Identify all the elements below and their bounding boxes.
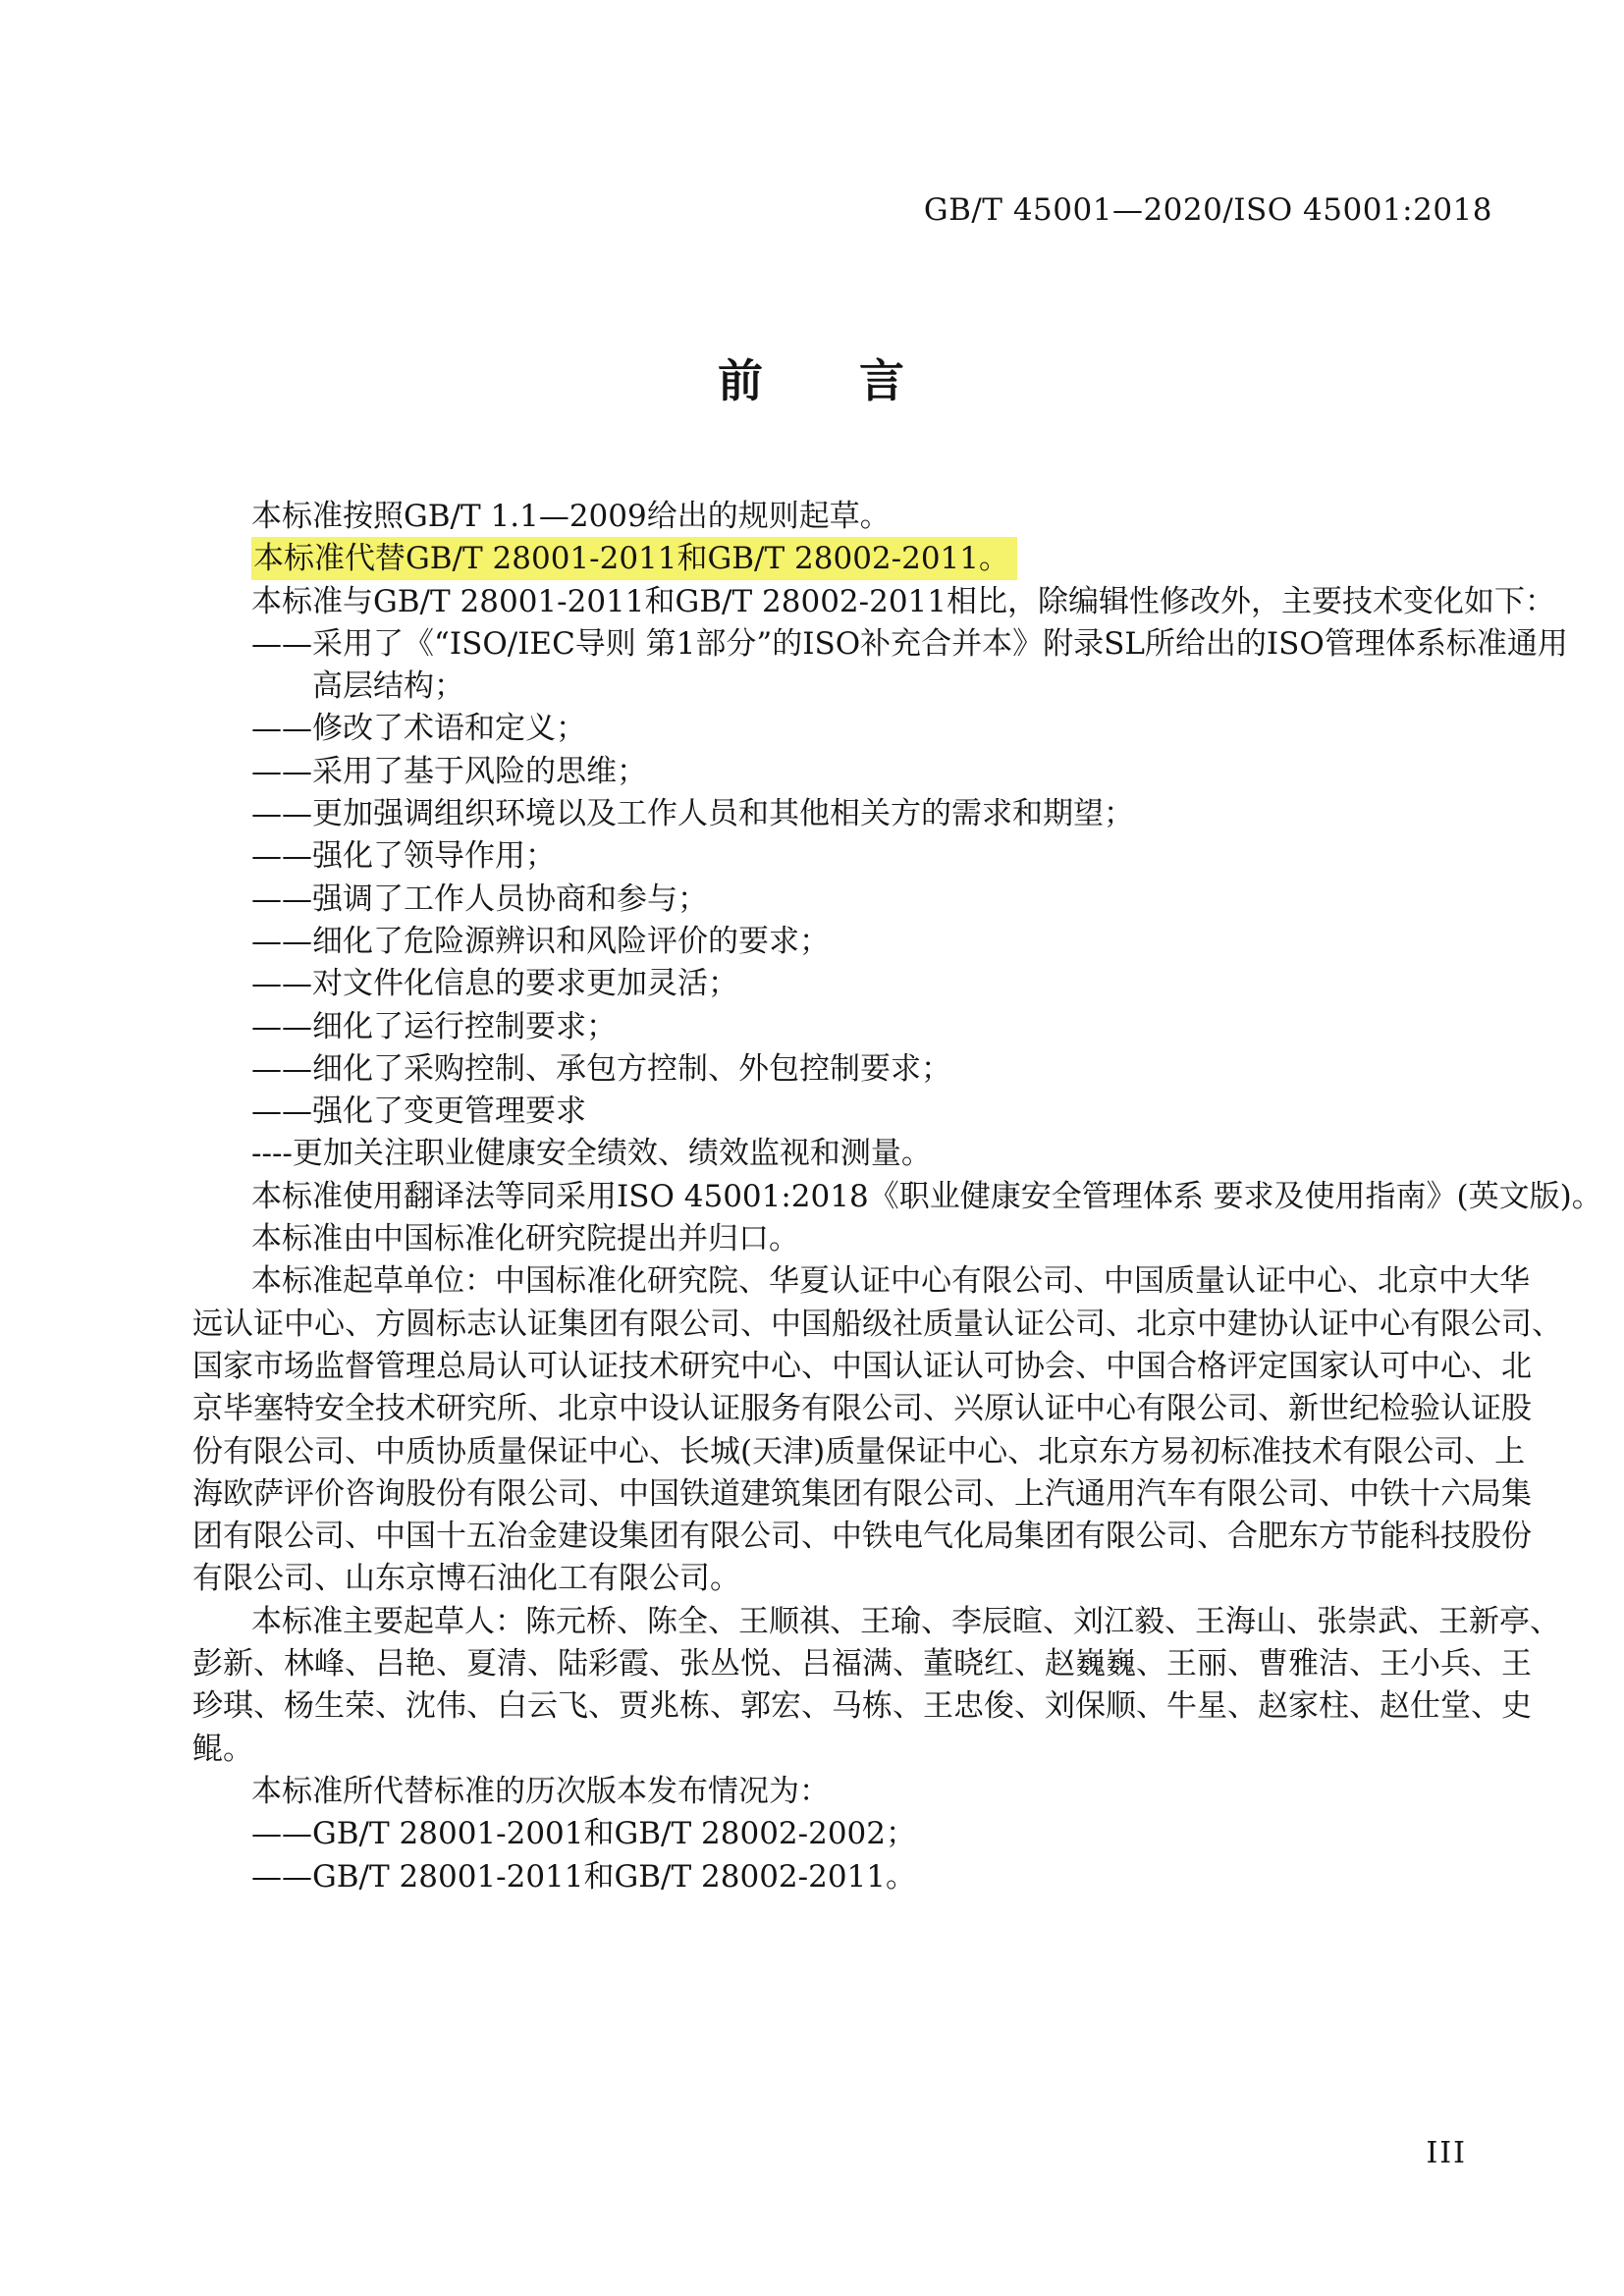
document-body: [192, 496, 1602, 1898]
text-line: ——细化了采购控制、承包方控制、外包控制要求；: [251, 1050, 951, 1087]
text-line: ——强调了工作人员协商和参与；: [251, 881, 708, 917]
text-line: 京毕塞特安全技术研究所、北京中设认证服务有限公司、兴原认证中心有限公司、新世纪检验认证股: [192, 1391, 1532, 1427]
text-line: 本标准所代替标准的历次版本发布情况为：: [251, 1773, 830, 1809]
text-line: 海欧萨评价咨询股份有限公司、中国铁道建筑集团有限公司、上汽通用汽车有限公司、中铁十六局集: [192, 1475, 1532, 1512]
text-line: ——对文件化信息的要求更加灵活；: [251, 966, 738, 1002]
text-line: [192, 538, 1498, 580]
text-line: 本标准与GB/T 28001-2011和GB/T 28002-2011相比，除编辑性修改外，主要技术变化如下：: [251, 583, 1556, 619]
text-line: 团有限公司、中国十五冶金建设集团有限公司、中铁电气化局集团有限公司、合肥东方节能科技股份: [192, 1519, 1532, 1555]
highlighted-text: 本标准代替GB/T 28001-2011和GB/T 28002-2011。: [251, 537, 1017, 580]
text-line: ——修改了术语和定义；: [251, 711, 586, 747]
page-title: 前 言: [718, 354, 906, 407]
standard-code-header: GB/T 45001—2020/ISO 45001:2018: [923, 192, 1492, 228]
text-line: 彭新、林峰、吕艳、夏清、陆彩霞、张丛悦、吕福满、董晓红、赵巍巍、王丽、曹雅洁、王小兵、王: [192, 1646, 1532, 1682]
text-line: ——强化了变更管理要求: [251, 1094, 586, 1130]
text-line: ——采用了《“ISO/IEC导则 第1部分”的ISO补充合并本》附录SL所给出的ISO管理体系标准通用: [251, 625, 1568, 662]
text-line: ——GB/T 28001-2011和GB/T 28002-2011。: [251, 1858, 917, 1895]
text-line: 有限公司、山东京博石油化工有限公司。: [192, 1561, 740, 1597]
page-number: III: [1426, 2136, 1467, 2170]
text-line: 份有限公司、中质协质量保证中心、长城(天津)质量保证中心、北京东方易初标准技术有限公司、上: [192, 1433, 1526, 1469]
text-line: 珍琪、杨生荣、沈伟、白云飞、贾兆栋、郭宏、马栋、王忠俊、刘保顺、牛星、赵家柱、赵仕堂、史: [192, 1688, 1532, 1725]
text-line: 鲲。: [192, 1731, 253, 1767]
text-line: ——强化了领导作用；: [251, 838, 556, 875]
text-line: ——细化了危险源辨识和风险评价的要求；: [251, 923, 830, 959]
text-line: ——GB/T 28001-2001和GB/T 28002-2002；: [251, 1816, 917, 1852]
text-line: ——采用了基于风险的思维；: [251, 753, 647, 789]
text-line: 本标准起草单位：中国标准化研究院、华夏认证中心有限公司、中国质量认证中心、北京中大华: [251, 1263, 1530, 1300]
text-line: 远认证中心、方圆标志认证集团有限公司、中国船级社质量认证公司、北京中建协认证中心有限公司、: [192, 1306, 1562, 1342]
text-line: ----更加关注职业健康安全绩效、绩效监视和测量。: [251, 1136, 932, 1172]
text-line: 高层结构；: [312, 668, 464, 705]
text-line: ——细化了运行控制要求；: [251, 1008, 617, 1044]
text-line: 本标准由中国标准化研究院提出并归口。: [251, 1221, 799, 1257]
text-line: 本标准使用翻译法等同采用ISO 45001:2018《职业健康安全管理体系 要求及使用指南》(英文版)。: [251, 1178, 1602, 1214]
text-line: 本标准按照GB/T 1.1—2009给出的规则起草。: [251, 499, 891, 534]
text-line: 国家市场监督管理总局认可认证技术研究中心、中国认证认可协会、中国合格评定国家认可中心、北: [192, 1348, 1532, 1384]
text-line: ——更加强调组织环境以及工作人员和其他相关方的需求和期望；: [251, 796, 1134, 832]
text-line: 本标准主要起草人：陈元桥、陈全、王顺祺、王瑜、李辰暄、刘江毅、王海山、张崇武、王新亭、: [251, 1603, 1560, 1639]
